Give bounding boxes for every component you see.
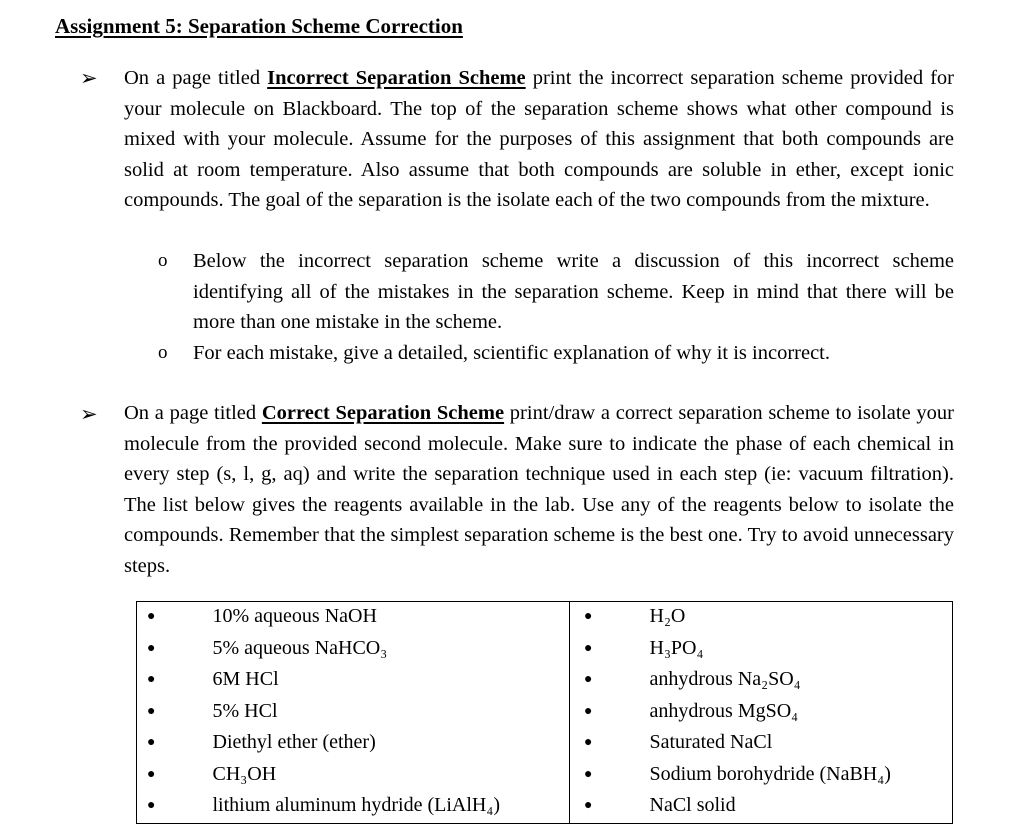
- bullet-cell: [137, 697, 206, 729]
- bullet-cell: [570, 665, 650, 697]
- bullet-icon: ●: [147, 703, 156, 719]
- bullet-cell: [137, 760, 206, 792]
- bullet-icon: ●: [584, 672, 593, 687]
- section-intro: On a page titled: [124, 402, 262, 424]
- section-body: print/draw a correct separation scheme to isolate your molecule from the provided second molecule. Make sure to indicate the phase of each chemical in every step (s, l, g, aq) and write the separation technique used in each step (ie: vacuum filtration). The list below gives the reagents available in the lab. Use any of the reagents below to isolate the compounds. Remember that the simplest separation scheme is the best one. Try to avoid unnecessary steps.: [124, 402, 954, 577]
- section-body: print the incorrect separation scheme provided for your molecule on Blackboard. The top of the separation scheme shows what other compound is mixed with your molecule. Assume for the purposes of this assignment that both compounds are solid at room temperature. Also assume that both compounds are soluble in ether, except ionic compounds. The goal of the separation is the isolate each of the two compounds from the mixture.: [124, 67, 955, 211]
- reagent-cell: Saturated NaCl: [650, 728, 953, 760]
- bullet-icon: ●: [584, 766, 593, 782]
- circle-bullet-icon: o: [158, 342, 168, 363]
- table-row: [137, 634, 953, 666]
- reagent-cell: H₂O: [650, 602, 953, 634]
- reagent-cell: anhydrous Na₂SO₄: [650, 665, 953, 697]
- section-incorrect-scheme: [124, 63, 954, 216]
- bullet-icon: ●: [584, 703, 593, 719]
- reagent-cell: H₃PO₄: [650, 634, 953, 666]
- reagent-cell: NaCl solid: [650, 791, 953, 823]
- bullet-icon: ●: [584, 609, 593, 624]
- reagent-cell: Diethyl ether (ether): [212, 731, 376, 753]
- bullet-cell: [570, 791, 650, 823]
- bullet-cell: [137, 665, 206, 697]
- arrow-bullet-icon: ➢: [80, 402, 98, 426]
- sub-item-explanation: For each mistake, give a detailed, scientific explanation of why it is incorrect.: [193, 342, 830, 364]
- circle-bullet-icon: o: [158, 250, 168, 271]
- bullet-cell: [137, 728, 206, 760]
- table-row: [137, 697, 953, 729]
- bullet-cell: [570, 634, 650, 666]
- sub-item-discussion: Below the incorrect separation scheme write a discussion of this incorrect scheme identifying all of the mistakes in the separation scheme. Keep in mind that there will be more than one mistake in the scheme.: [193, 250, 954, 333]
- bullet-cell: [137, 791, 206, 823]
- reagents-table: [136, 601, 953, 824]
- reagent-cell: CH₃OH: [212, 762, 277, 785]
- bullet-cell: [137, 602, 206, 634]
- bullet-cell: [570, 760, 650, 792]
- bullet-cell: [137, 634, 206, 666]
- incorrect-scheme-title: Incorrect Separation Scheme: [267, 67, 526, 89]
- reagent-cell: lithium aluminum hydride (LiAlH₄): [206, 791, 570, 823]
- bullet-icon: ●: [584, 798, 593, 813]
- section-correct-scheme: [124, 398, 954, 581]
- section-intro: On a page titled: [124, 67, 268, 89]
- bullet-cell: [570, 602, 650, 634]
- bullet-icon: ●: [584, 735, 593, 750]
- bullet-icon: ●: [147, 640, 156, 656]
- correct-scheme-title: Correct Separation Scheme: [261, 402, 505, 424]
- bullet-icon: ●: [147, 609, 156, 624]
- table-row: [137, 665, 953, 697]
- arrow-bullet-icon: ➢: [80, 66, 98, 90]
- bullet-icon: ●: [147, 766, 156, 782]
- bullet-icon: ●: [147, 798, 156, 813]
- table-row: [137, 760, 953, 792]
- reagent-cell: 5% HCl: [212, 699, 278, 722]
- table-row: [137, 602, 953, 634]
- table-row: [137, 728, 953, 760]
- bullet-cell: [570, 728, 650, 760]
- reagent-cell: 5% aqueous NaHCO₃: [212, 636, 388, 659]
- reagent-cell: anhydrous MgSO₄: [650, 697, 953, 729]
- bullet-cell: [570, 697, 650, 729]
- bullet-icon: ●: [147, 672, 156, 687]
- assignment-title: Assignment 5: Separation Scheme Correction: [55, 14, 463, 38]
- reagent-cell: Sodium borohydride (NaBH₄): [650, 760, 953, 792]
- reagent-cell: 10% aqueous NaOH: [206, 602, 570, 634]
- table-row: [137, 791, 953, 823]
- bullet-icon: ●: [584, 640, 593, 656]
- reagent-cell: 6M HCl: [212, 668, 279, 690]
- bullet-icon: ●: [147, 735, 156, 750]
